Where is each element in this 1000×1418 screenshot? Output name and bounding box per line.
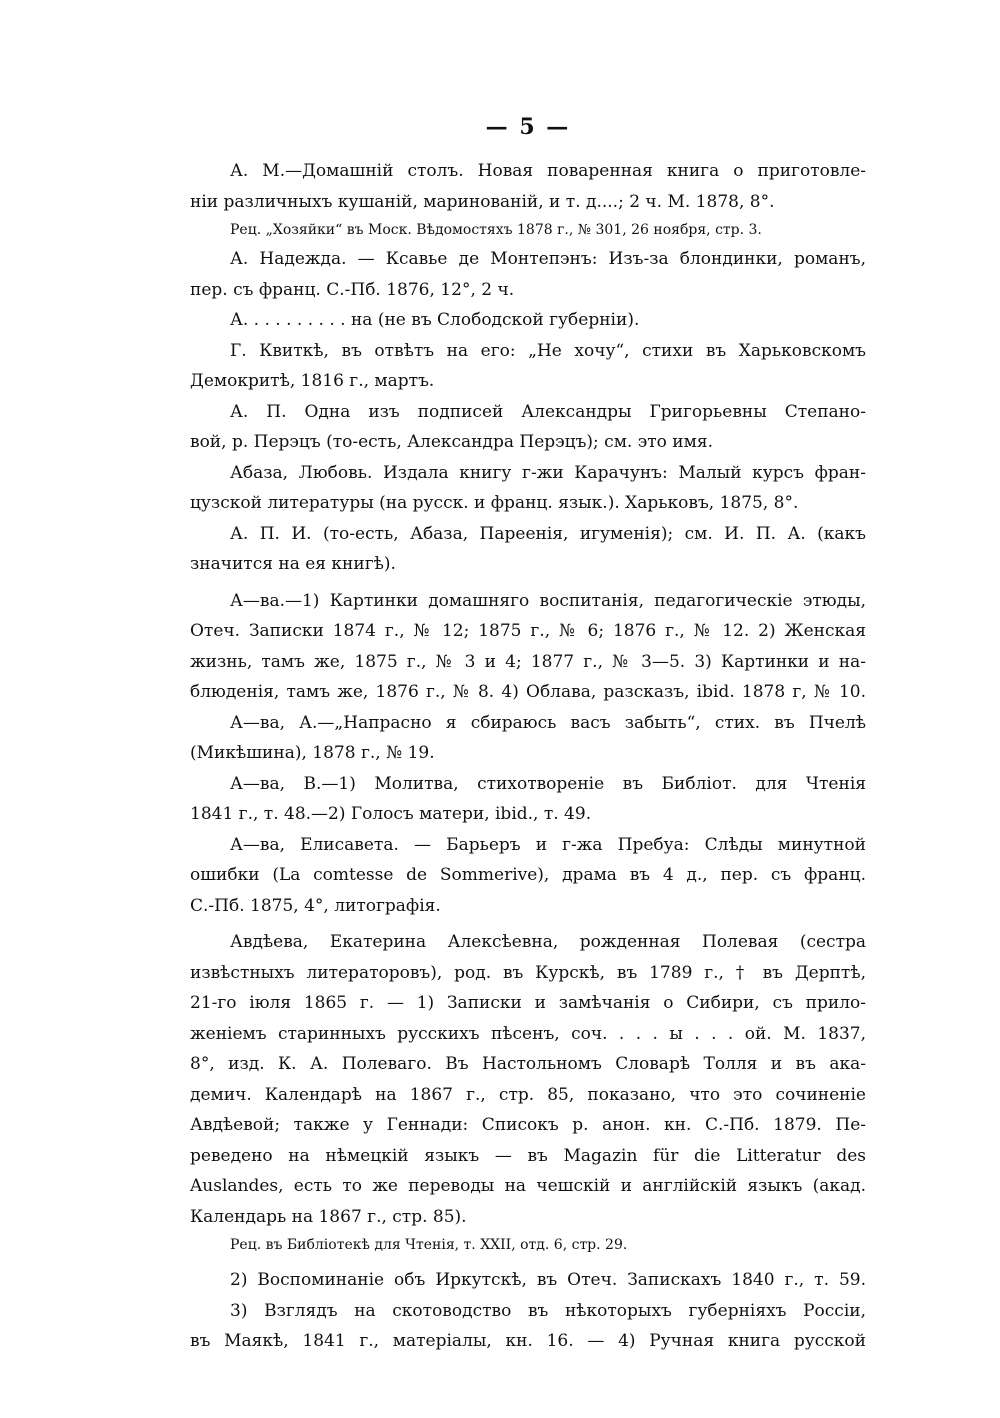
entry-line: А—ва, В.—1) Молитва, стихотвореніе въ Библіот. для Чтенія — [230, 773, 866, 794]
entry-line: блюденія, тамъ же, 1876 г., № 8. 4) Облава, разсказъ, ibid. 1878 г, № 10. — [190, 682, 866, 702]
bibliography-entry — [190, 1296, 866, 1357]
entry-line: Абаза, Любовь. Издала книгу г-жи Карачунъ: Малый курсъ фран- — [230, 462, 866, 483]
entry-line: Авдѣевой; также у Геннади: Списокъ р. анон. кн. С.-Пб. 1879. Пе- — [190, 1115, 866, 1135]
entry-line: пер. съ франц. С.-Пб. 1876, 12°, 2 ч. — [190, 279, 515, 300]
document-page — [190, 110, 866, 1357]
review-note: Рец. „Хозяйки“ въ Моск. Вѣдомостяхъ 1878 г., № 301, 26 ноября, стр. 3. — [230, 222, 762, 238]
bibliography-entry — [190, 830, 866, 922]
entry-line: жизнь, тамъ же, 1875 г., № 3 и 4; 1877 г., № 3—5. 3) Картинки и на- — [190, 651, 866, 672]
entry-line: Отеч. Записки 1874 г., № 12; 1875 г., № 6; 1876 г., № 12. 2) Женская — [190, 621, 866, 641]
entry-line: значится на ея книгѣ). — [190, 554, 396, 574]
entry-line: Календарь на 1867 г., стр. 85). — [190, 1206, 467, 1227]
entry-line: 21-го іюля 1865 г. — 1) Записки и замѣчанія о Сибири, съ прило- — [190, 993, 866, 1013]
bibliography-entry — [190, 244, 866, 305]
entry-line: 1841 г., т. 48.—2) Голосъ матери, ibid., т. 49. — [190, 804, 592, 824]
entry-line: А. М.—Домашній столъ. Новая поваренная книга о приготовле- — [230, 161, 866, 181]
entry-line: А—ва.—1) Картинки домашняго воспитанія, педагогическіе этюды, — [230, 590, 866, 611]
bibliography-entry — [190, 305, 866, 397]
entry-line: ніи различныхъ кушаній, маринованій, и т. д....; 2 ч. М. 1878, 8°. — [190, 191, 775, 212]
entry-line: А—ва, А.—„Напрасно я сбираюсь васъ забыть“, стих. въ Пчелѣ — [230, 712, 866, 733]
bibliography-entry — [190, 458, 866, 519]
bibliography-entry — [190, 156, 866, 244]
entry-line: 8°, изд. К. А. Полеваго. Въ Настольномъ Словарѣ Толля и въ ака- — [190, 1054, 866, 1074]
bibliography-entry — [190, 708, 866, 769]
bibliography-entry — [190, 1265, 866, 1296]
entry-line: (Микѣшина), 1878 г., № 19. — [190, 743, 435, 763]
entry-line: Г. Квиткѣ, въ отвѣтъ на его: „Не хочу“, стихи въ Харьковскомъ — [230, 340, 866, 361]
entry-line: А. П. Одна изъ подписей Александры Григорьевны Степано- — [230, 401, 866, 422]
entry-line: 2) Воспоминаніе объ Иркутскѣ, въ Отеч. Запискахъ 1840 г., т. 59. — [230, 1270, 866, 1290]
entry-line: А. П. И. (то-есть, Абаза, Пареенія, игуменія); см. И. П. А. (какъ — [230, 523, 866, 544]
entry-line: ошибки (La comtesse de Sommerive), драма въ 4 д., пер. съ франц. — [190, 865, 866, 885]
entry-line: цузской литературы (на русск. и франц. язык.). Харьковъ, 1875, 8°. — [190, 493, 799, 513]
entry-line: въ Маякѣ, 1841 г., матеріалы, кн. 16. — 4) Ручная книга русской — [190, 1331, 866, 1351]
entry-line: А. Надежда. — Ксавье де Монтепэнъ: Изъ-за блондинки, романъ, — [230, 249, 866, 269]
entry-line: А. . . . . . . . . . на (не въ Слободской губерніи). — [230, 310, 640, 330]
entry-line: 3) Взглядъ на скотоводство въ нѣкоторыхъ губерніяхъ Россіи, — [230, 1300, 866, 1321]
bibliography-entry — [190, 769, 866, 830]
bibliography-entry — [190, 397, 866, 458]
entry-line: Auslandes, есть то же переводы на чешскій и англійскій языкъ (акад. — [190, 1176, 866, 1196]
entry-line: женіемъ старинныхъ русскихъ пѣсенъ, соч. . . . ы . . . ой. М. 1837, — [190, 1023, 866, 1044]
review-note: Рец. въ Библіотекѣ для Чтенія, т. XXII, отд. 6, стр. 29. — [230, 1237, 628, 1253]
entry-line: Авдѣева, Екатерина Алексѣевна, рожденная Полевая (сестра — [230, 932, 866, 952]
page-number: — 5 — — [485, 114, 571, 140]
entry-line: реведено на нѣмецкій языкъ — въ Magazin für die Litteratur des — [190, 1145, 866, 1166]
bibliography-entry — [190, 927, 866, 1259]
entry-line: извѣстныхъ литераторовъ), род. въ Курскѣ, въ 1789 г., † въ Дерптѣ, — [190, 962, 866, 983]
bibliography-entry — [190, 519, 866, 580]
bibliography-entry — [190, 586, 866, 708]
entry-line: Демокритѣ, 1816 г., мартъ. — [190, 371, 435, 391]
entry-line: демич. Календарѣ на 1867 г., стр. 85, показано, что это сочиненіе — [190, 1084, 866, 1105]
entry-line: А—ва, Елисавета. — Барьеръ и г-жа Пребуа: Слѣды минутной — [230, 834, 866, 855]
entry-line: С.-Пб. 1875, 4°, литографія. — [190, 895, 441, 916]
entry-line: вой, р. Перэцъ (то-есть, Александра Перэцъ); см. это имя. — [190, 432, 713, 452]
